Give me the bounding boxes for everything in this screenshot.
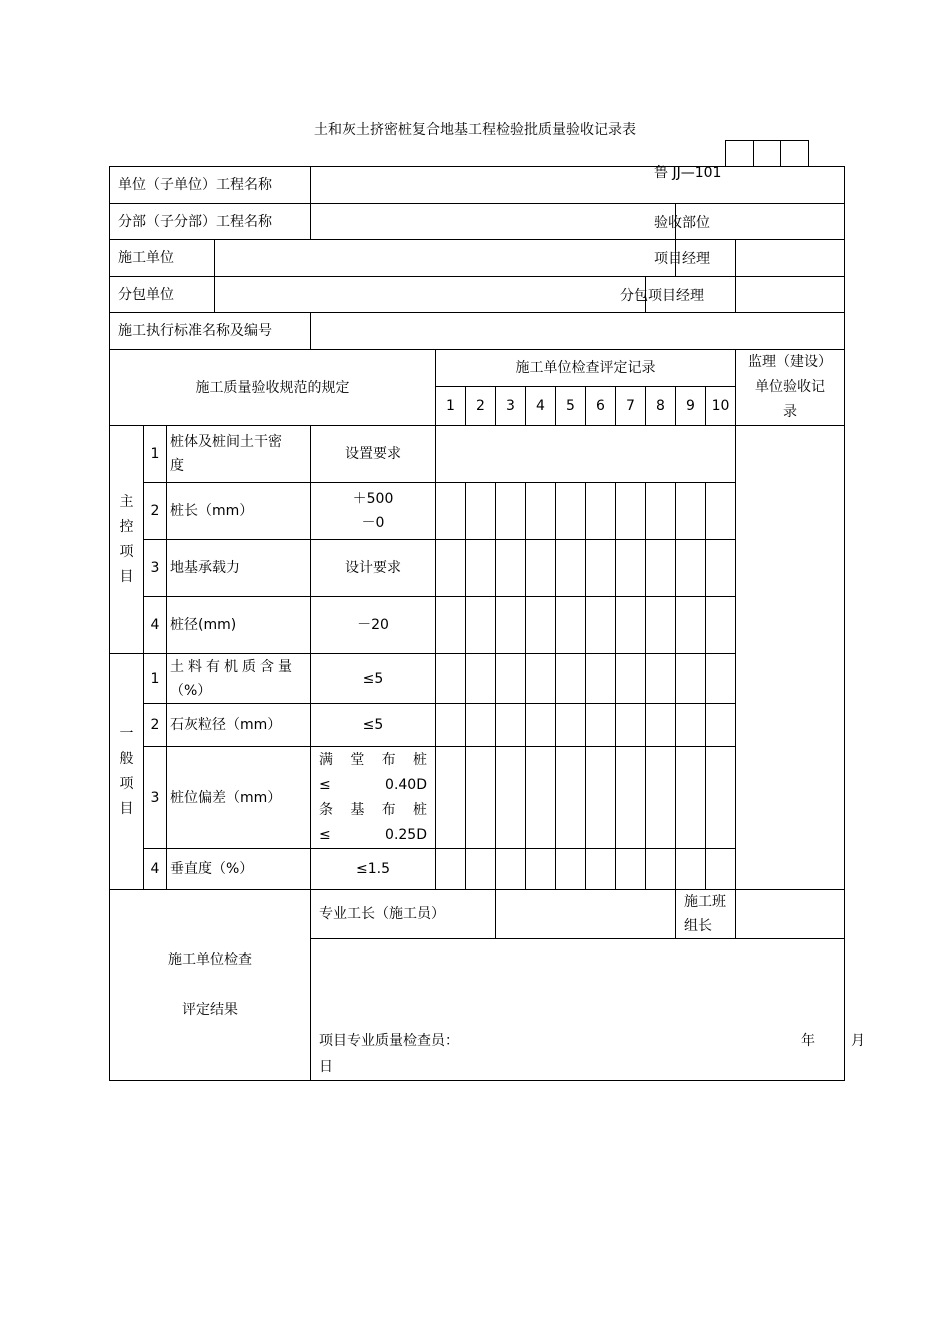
month-label: 月 bbox=[851, 1033, 865, 1049]
check-cell[interactable] bbox=[556, 483, 586, 540]
check-record-header: 施工单位检查评定记录 bbox=[436, 350, 736, 387]
check-cell[interactable] bbox=[496, 483, 526, 540]
item-tolerance-line: ≤ 0.40D bbox=[319, 776, 427, 793]
item-tolerance-line: －0 bbox=[361, 515, 385, 531]
check-cell[interactable] bbox=[646, 654, 676, 704]
check-cell[interactable] bbox=[466, 540, 496, 597]
main-control-label-char: 主 bbox=[119, 493, 134, 510]
check-cell[interactable] bbox=[526, 849, 556, 890]
item-number: 2 bbox=[144, 704, 167, 747]
check-cell[interactable] bbox=[616, 747, 646, 849]
spec-header: 施工质量验收规范的规定 bbox=[110, 350, 436, 426]
check-number: 5 bbox=[556, 387, 586, 426]
item-name bbox=[167, 426, 311, 483]
item-tolerance: ≤5 bbox=[311, 654, 436, 704]
check-cell[interactable] bbox=[466, 654, 496, 704]
general-label-char: 项 bbox=[119, 775, 134, 792]
item-name-line: 度 bbox=[170, 458, 184, 474]
check-cell[interactable] bbox=[526, 483, 556, 540]
main-control-label-char: 项 bbox=[119, 543, 134, 560]
check-number: 2 bbox=[466, 387, 496, 426]
check-cell[interactable] bbox=[556, 849, 586, 890]
check-cell[interactable] bbox=[586, 597, 616, 654]
check-cell[interactable] bbox=[706, 597, 736, 654]
check-number: 6 bbox=[586, 387, 616, 426]
item-number: 2 bbox=[144, 483, 167, 540]
project-manager-field[interactable] bbox=[736, 240, 845, 277]
check-number: 7 bbox=[616, 387, 646, 426]
sub-project-name-field[interactable] bbox=[311, 204, 676, 240]
check-cell[interactable] bbox=[706, 540, 736, 597]
check-cell[interactable] bbox=[706, 654, 736, 704]
check-cell[interactable] bbox=[646, 540, 676, 597]
inspector-label: 项目专业质量检查员： bbox=[319, 1033, 459, 1049]
check-cell[interactable] bbox=[556, 540, 586, 597]
check-result-line: 评定结果 bbox=[182, 1002, 238, 1018]
item-tolerance-line: ≤ 0.25D bbox=[319, 826, 427, 843]
check-cell[interactable] bbox=[586, 849, 616, 890]
subcontract-unit-field[interactable] bbox=[215, 277, 646, 313]
check-cell[interactable] bbox=[616, 849, 646, 890]
check-result-label bbox=[110, 890, 311, 1081]
check-cell[interactable] bbox=[556, 704, 586, 747]
item-name: 桩长（mm） bbox=[167, 483, 311, 540]
check-cell[interactable] bbox=[616, 597, 646, 654]
check-cell[interactable] bbox=[466, 704, 496, 747]
acceptance-part-label-text: 验收部位 bbox=[654, 215, 710, 231]
code-box[interactable] bbox=[781, 141, 809, 167]
check-number: 4 bbox=[526, 387, 556, 426]
item-tolerance bbox=[311, 483, 436, 540]
team-leader-label: 施工班组长 bbox=[676, 890, 736, 939]
item-name: 桩径(mm) bbox=[167, 597, 311, 654]
check-cell[interactable] bbox=[676, 597, 706, 654]
check-cell[interactable] bbox=[466, 597, 496, 654]
supervision-header bbox=[736, 350, 845, 426]
check-cell[interactable] bbox=[706, 747, 736, 849]
supervision-header-line: 录 bbox=[783, 404, 798, 420]
check-cell[interactable] bbox=[586, 483, 616, 540]
check-cell[interactable] bbox=[586, 540, 616, 597]
check-cell[interactable] bbox=[526, 747, 556, 849]
item-number: 1 bbox=[144, 654, 167, 704]
check-cell[interactable] bbox=[676, 483, 706, 540]
check-cell[interactable] bbox=[436, 483, 466, 540]
subcontract-manager-field[interactable] bbox=[736, 277, 845, 313]
main-control-label bbox=[110, 426, 144, 654]
item-name: 桩位偏差（mm） bbox=[167, 747, 311, 849]
check-cell[interactable] bbox=[676, 654, 706, 704]
code-boxes bbox=[725, 140, 809, 167]
team-leader-field[interactable] bbox=[736, 890, 845, 939]
item-number: 1 bbox=[144, 426, 167, 483]
item-tolerance-line: ＋500 bbox=[352, 491, 394, 507]
construction-unit-field[interactable] bbox=[215, 240, 676, 277]
item-name-line: （%） bbox=[170, 682, 212, 699]
supervision-header-line: 监理（建设） bbox=[748, 354, 833, 370]
unit-project-name-field[interactable] bbox=[311, 167, 845, 204]
check-cell[interactable] bbox=[496, 849, 526, 890]
check-cell[interactable] bbox=[616, 704, 646, 747]
check-cell[interactable] bbox=[616, 483, 646, 540]
check-cell[interactable] bbox=[586, 654, 616, 704]
check-result-line: 施工单位检查 bbox=[168, 952, 252, 968]
check-cell[interactable] bbox=[676, 540, 706, 597]
check-cell[interactable] bbox=[436, 747, 466, 849]
item-number: 4 bbox=[144, 597, 167, 654]
unit-project-name-label: 单位（子单位）工程名称 bbox=[110, 167, 311, 204]
item-tolerance: －20 bbox=[311, 597, 436, 654]
item-name: 垂直度（%） bbox=[167, 849, 311, 890]
check-cell[interactable] bbox=[496, 704, 526, 747]
general-label bbox=[110, 654, 144, 890]
check-cell[interactable] bbox=[586, 747, 616, 849]
check-cell[interactable] bbox=[556, 654, 586, 704]
check-cell[interactable] bbox=[496, 540, 526, 597]
check-cell[interactable] bbox=[706, 483, 736, 540]
check-cell[interactable] bbox=[556, 747, 586, 849]
check-cell[interactable] bbox=[526, 540, 556, 597]
standard-name-field[interactable] bbox=[311, 313, 845, 350]
check-number: 10 bbox=[706, 387, 736, 426]
check-cell[interactable] bbox=[496, 597, 526, 654]
acceptance-table bbox=[109, 166, 865, 1081]
item-name: 石灰粒径（mm） bbox=[167, 704, 311, 747]
item-tolerance: 设计要求 bbox=[311, 540, 436, 597]
check-cell[interactable] bbox=[646, 747, 676, 849]
standard-name-label: 施工执行标准名称及编号 bbox=[110, 313, 311, 350]
check-cell[interactable] bbox=[676, 849, 706, 890]
check-cell[interactable] bbox=[706, 849, 736, 890]
main-row-2 bbox=[110, 483, 845, 540]
item-number: 3 bbox=[144, 747, 167, 849]
construction-unit-label: 施工单位 bbox=[110, 240, 215, 277]
form-code: 鲁 JJ—101 bbox=[654, 165, 722, 181]
check-cell[interactable] bbox=[706, 704, 736, 747]
item-tolerance-line: 满 堂 布 桩 bbox=[319, 751, 427, 768]
acceptance-part-field[interactable] bbox=[736, 204, 845, 240]
general-label-char: 目 bbox=[119, 800, 134, 817]
item-name-line: 土料有机质含量 bbox=[170, 658, 296, 675]
check-number: 9 bbox=[676, 387, 706, 426]
check-cell[interactable] bbox=[436, 704, 466, 747]
check-cell[interactable] bbox=[466, 483, 496, 540]
check-number: 8 bbox=[646, 387, 676, 426]
project-manager-label: 项目经理 bbox=[654, 251, 710, 267]
check-cell[interactable] bbox=[616, 540, 646, 597]
signature-area[interactable] bbox=[311, 939, 865, 1081]
check-cell[interactable] bbox=[616, 654, 646, 704]
check-cell[interactable] bbox=[556, 597, 586, 654]
general-label-char: 般 bbox=[119, 750, 134, 767]
check-cell[interactable] bbox=[436, 654, 466, 704]
check-cell[interactable] bbox=[526, 654, 556, 704]
check-cell[interactable] bbox=[646, 597, 676, 654]
check-cell[interactable] bbox=[466, 747, 496, 849]
item-number: 3 bbox=[144, 540, 167, 597]
check-number: 3 bbox=[496, 387, 526, 426]
general-label-char: 一 bbox=[119, 725, 134, 742]
check-cell[interactable] bbox=[646, 483, 676, 540]
check-cell[interactable] bbox=[496, 747, 526, 849]
item-tolerance: ≤1.5 bbox=[311, 849, 436, 890]
item-tolerance bbox=[311, 747, 436, 849]
check-cell[interactable] bbox=[646, 849, 676, 890]
check-number: 1 bbox=[436, 387, 466, 426]
item-tolerance-line: 条 基 布 桩 bbox=[319, 801, 427, 818]
check-record-merged[interactable] bbox=[436, 426, 736, 483]
foreman-field[interactable] bbox=[496, 890, 676, 939]
code-box[interactable] bbox=[753, 141, 781, 167]
check-cell[interactable] bbox=[676, 704, 706, 747]
item-name-line: 桩体及桩间土干密 bbox=[170, 434, 282, 450]
supervision-record-field[interactable] bbox=[736, 426, 845, 890]
item-name: 地基承载力 bbox=[167, 540, 311, 597]
check-cell[interactable] bbox=[496, 654, 526, 704]
day-label: 日 bbox=[319, 1059, 333, 1075]
form-title: 土和灰土挤密桩复合地基工程检验批质量验收记录表 bbox=[314, 122, 636, 138]
main-control-label-char: 控 bbox=[119, 518, 134, 535]
check-cell[interactable] bbox=[436, 540, 466, 597]
check-cell[interactable] bbox=[526, 597, 556, 654]
check-cell[interactable] bbox=[436, 849, 466, 890]
sub-project-name-label: 分部（子分部）工程名称 bbox=[110, 204, 311, 240]
check-cell[interactable] bbox=[436, 597, 466, 654]
check-cell[interactable] bbox=[646, 704, 676, 747]
subcontract-manager-label: 分包项目经理 bbox=[620, 288, 704, 304]
item-name bbox=[167, 654, 311, 704]
subcontract-unit-label: 分包单位 bbox=[110, 277, 215, 313]
check-cell[interactable] bbox=[676, 747, 706, 849]
year-label: 年 bbox=[801, 1033, 815, 1049]
code-box[interactable] bbox=[726, 141, 754, 167]
main-control-label-char: 目 bbox=[119, 568, 134, 585]
check-cell[interactable] bbox=[466, 849, 496, 890]
supervision-header-line: 单位验收记 bbox=[755, 379, 826, 395]
check-cell[interactable] bbox=[526, 704, 556, 747]
check-cell[interactable] bbox=[586, 704, 616, 747]
item-tolerance: 设置要求 bbox=[311, 426, 436, 483]
item-number: 4 bbox=[144, 849, 167, 890]
item-tolerance: ≤5 bbox=[311, 704, 436, 747]
foreman-label: 专业工长（施工员） bbox=[311, 890, 496, 939]
